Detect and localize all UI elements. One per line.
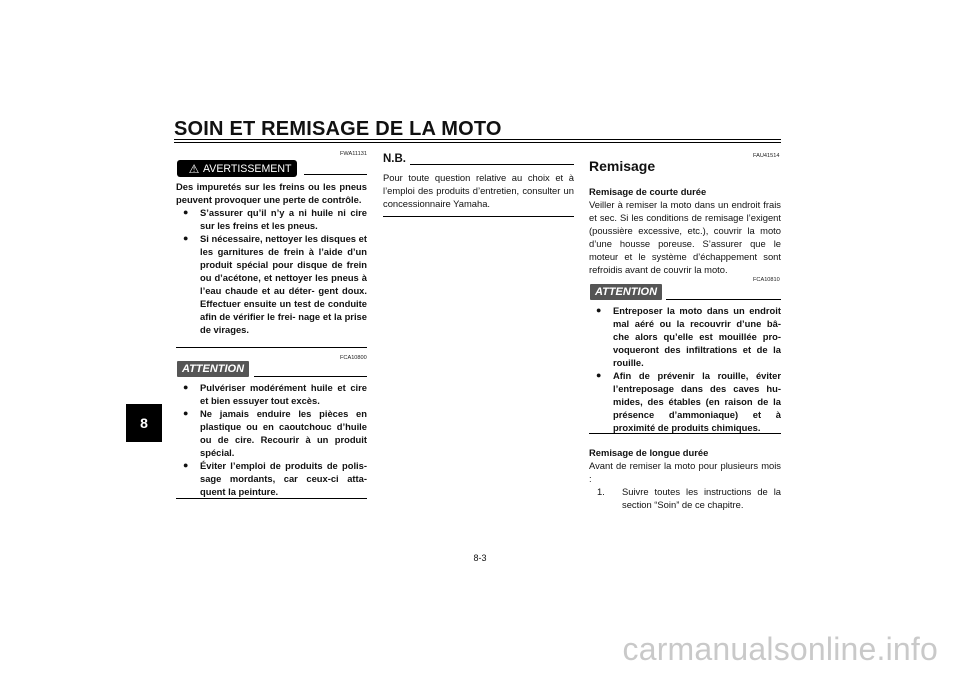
step-item bbox=[589, 485, 781, 511]
attention-code-right: FCA10810 bbox=[753, 277, 780, 283]
attention-header-rule-right bbox=[666, 299, 781, 300]
long-storage-title: Remisage de longue durée bbox=[589, 447, 709, 458]
step-text: Suivre toutes les instructions de la section “Soin” de ce chapitre. bbox=[622, 486, 781, 510]
nb-title: N.B. bbox=[383, 153, 406, 165]
section-code: FAU41514 bbox=[753, 153, 780, 159]
warning-item: ● Si nécessaire, nettoyer les disques et les garnitures de frein à l’aide d’un produit spécial pour disque de frein ou d’acétone, et nettoyer les pneus à l’eau chaude et au déter- gent doux. Effectuer ensuite un test de conduite afin de vérifier le frei- nage et la prise de virages. bbox=[183, 233, 367, 335]
chapter-tab: 8 bbox=[126, 404, 162, 442]
attention-item: ● Pulvériser modérément huile et cire et bien essuyer tout excès. bbox=[183, 382, 367, 406]
page-title: SOIN ET REMISAGE DE LA MOTO bbox=[174, 118, 502, 140]
attention-item: ● Ne jamais enduire les pièces en plastique ou en caoutchouc d’huile ou de cire. Recourir à un produit spécial. bbox=[183, 408, 367, 458]
step-number: 1. bbox=[597, 486, 605, 497]
warning-label: AVERTISSEMENT bbox=[203, 162, 292, 175]
short-storage-title: Remisage de courte durée bbox=[589, 186, 707, 197]
title-rule-thin bbox=[174, 142, 781, 143]
bullet-icon: ● bbox=[183, 408, 189, 418]
warning-triangle-icon: ⚠ bbox=[188, 161, 200, 176]
attention-header-rule bbox=[254, 376, 367, 377]
attention-end-rule bbox=[176, 498, 367, 499]
attention-code: FCA10800 bbox=[340, 355, 367, 361]
attention-item: ● Afin de prévenir la rouille, éviter l’entreposage dans des caves hu- mides, des étables (en raison de la présence d’ammoniaque) et à proximité de produits chimiques. bbox=[596, 370, 781, 433]
page-number: 8-3 bbox=[473, 553, 487, 563]
bullet-icon: ● bbox=[596, 370, 602, 380]
attention-badge-right: ATTENTION bbox=[590, 284, 662, 300]
warning-end-rule bbox=[176, 347, 367, 348]
warning-block bbox=[176, 180, 367, 336]
short-storage-text: Veiller à remiser la moto dans un endroit frais et sec. Si les conditions de remisage l’exigent (poussière excessive, etc.), couvrir la moto d’une housse poreuse. S’assurer que le moteur et le système d’échappement sont refroidis avant de couvrir la moto. bbox=[589, 199, 781, 275]
warning-code: FWA11131 bbox=[340, 151, 367, 157]
bullet-icon: ● bbox=[596, 305, 602, 315]
long-storage-text: Avant de remiser la moto pour plusieurs mois : bbox=[589, 460, 781, 484]
warning-intro: Des impuretés sur les freins ou les pneus peuvent provoquer une perte de contrôle. bbox=[176, 181, 367, 205]
bullet-icon: ● bbox=[183, 207, 189, 217]
section-title: Remisage bbox=[589, 158, 656, 174]
bullet-icon: ● bbox=[183, 460, 189, 470]
nb-header-rule bbox=[410, 164, 574, 165]
attention-block-right bbox=[589, 304, 781, 434]
bullet-icon: ● bbox=[183, 382, 189, 392]
bullet-icon: ● bbox=[183, 233, 189, 243]
nb-text: Pour toute question relative au choix et à l’emploi des produits d’entretien, consulter un concessionnaire Yamaha. bbox=[383, 172, 574, 209]
attention-end-rule-right bbox=[589, 433, 781, 434]
attention-item: ● Éviter l’emploi de produits de polis- sage mordants, car ceux-ci atta- quent la peinture. bbox=[183, 460, 367, 497]
warning-header-rule bbox=[304, 174, 367, 175]
long-storage-block bbox=[589, 446, 781, 511]
nb-end-rule bbox=[383, 216, 574, 217]
warning-item: ● S’assurer qu’il n’y a ni huile ni cire sur les freins et les pneus. bbox=[183, 207, 367, 231]
title-rule bbox=[174, 139, 781, 140]
attention-badge: ATTENTION bbox=[177, 361, 249, 377]
attention-item: ● Entreposer la moto dans un endroit mal aéré ou la recouvrir d’une bâ- che alors qu’elle est mouillée pro- voqueront des infiltrations et de la rouille. bbox=[596, 305, 781, 368]
attention-block bbox=[176, 381, 367, 498]
short-storage-block bbox=[589, 185, 781, 276]
warning-badge bbox=[177, 160, 297, 177]
watermark: carmanualsonline.info bbox=[622, 631, 938, 667]
